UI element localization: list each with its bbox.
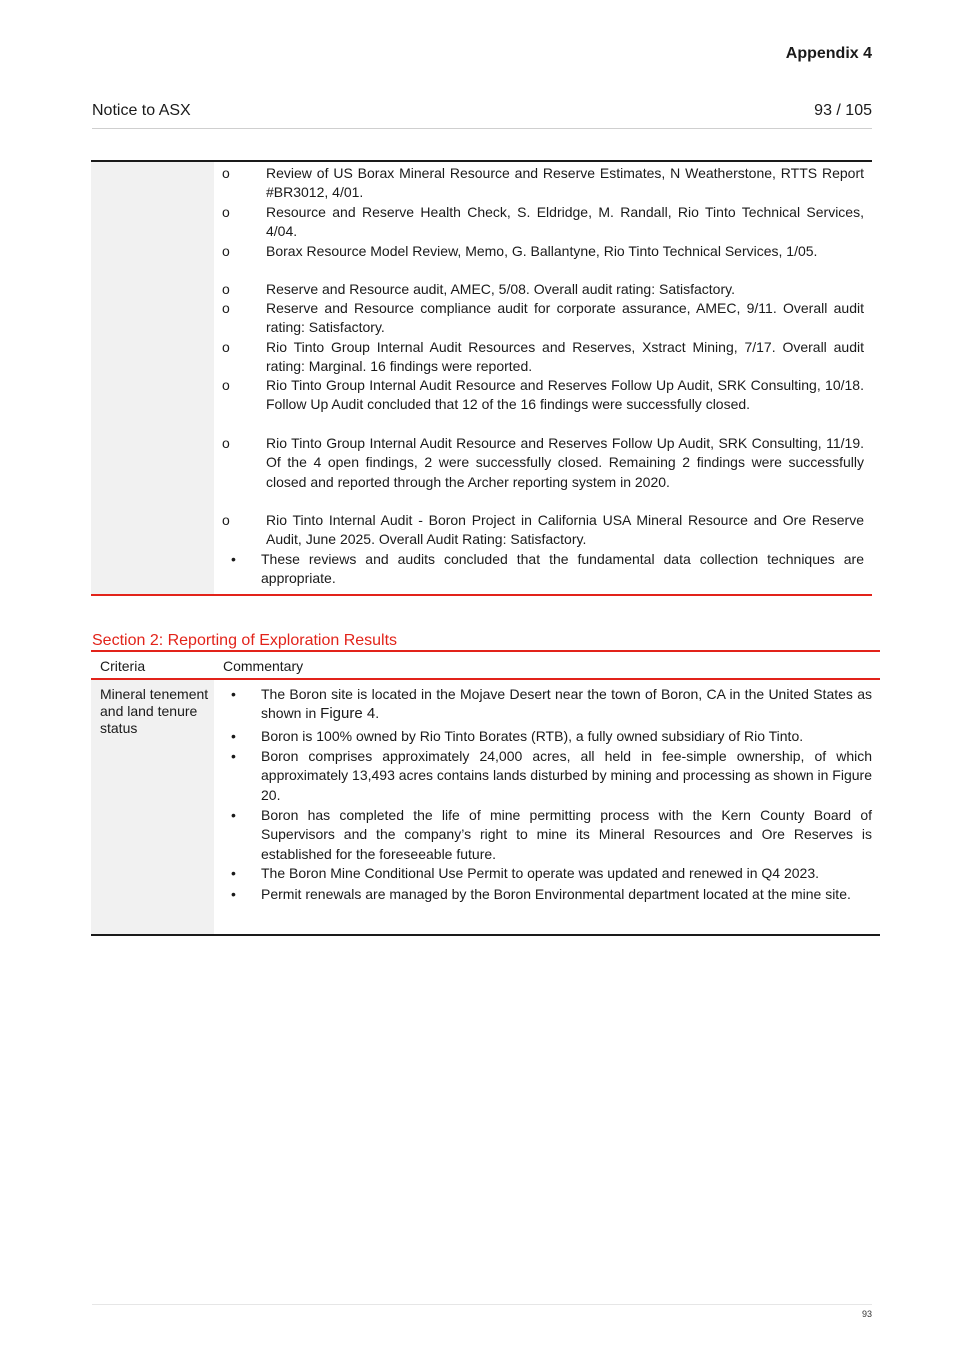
sub-item: o Reserve and Resource compliance audit for corporate assurance, AMEC, 9/11. Overall audit rating: Satisfactory. — [222, 300, 864, 336]
circle-bullet-icon: o — [222, 281, 230, 297]
circle-bullet-icon: o — [222, 512, 230, 528]
circle-bullet-icon: o — [222, 300, 230, 316]
circle-bullet-icon: o — [222, 377, 230, 393]
circle-bullet-icon: o — [222, 435, 230, 451]
audit-table — [91, 160, 872, 596]
footer-divider — [92, 1304, 872, 1305]
header-page-count: 93 / 105 — [814, 102, 872, 119]
sub-item: o Rio Tinto Group Internal Audit Resource and Reserves Follow Up Audit, SRK Consulting, 11/19. Of the 4 open findings, 2 were successfully closed. Remaining 2 findings were successfully closed and reported through the Archer reporting system in 2020. — [222, 435, 864, 490]
bullet-dot-icon: • — [231, 886, 236, 902]
sub-item: o Rio Tinto Group Internal Audit Resources and Reserves, Xstract Mining, 7/17. Overall audit rating: Marginal. 16 findings were reported. — [222, 339, 864, 375]
bullet-dot-icon: • — [231, 807, 236, 823]
tenure-table — [91, 680, 880, 936]
bullet-item: • Boron has completed the life of mine permitting process with the Kern County Board of Supervisors and the company’s right to mine its Mineral Resources and Ore Reserves is established for the foreseeable future. — [231, 807, 872, 862]
commentary-header: Commentary — [223, 658, 304, 674]
bullet-item: • Boron is 100% owned by Rio Tinto Borates (RTB), a fully owned subsidiary of Rio Tinto. — [261, 727, 872, 746]
sub-item: o Review of US Borax Mineral Resource and Reserve Estimates, N Weatherstone, RTTS Report #BR3012, 4/01. — [222, 165, 864, 201]
bullet-dot-icon: • — [231, 865, 236, 881]
figure-reference: Figure 4 — [320, 705, 376, 723]
sub-item: o Reserve and Resource audit, AMEC, 5/08. Overall audit rating: Satisfactory. — [266, 280, 864, 299]
section-title: Section 2: Reporting of Exploration Results — [92, 632, 398, 649]
commentary-cell — [214, 162, 872, 594]
header-title: Notice to ASX — [92, 102, 191, 119]
circle-bullet-icon: o — [222, 165, 230, 181]
criteria-cell — [91, 680, 214, 934]
bullet-dot-icon: • — [231, 728, 236, 744]
table-header-row — [91, 652, 880, 680]
bullet-item: • The Boron Mine Conditional Use Permit to operate was updated and renewed in Q4 2023. — [261, 864, 872, 883]
bullet-dot-icon: • — [231, 551, 236, 567]
criteria-text: Mineral tenement and land tenure status — [100, 686, 209, 736]
sub-item: o Rio Tinto Group Internal Audit Resource and Reserves Follow Up Audit, SRK Consulting, 10/18. Follow Up Audit concluded that 12 of the 16 findings were successfully closed. — [222, 377, 864, 413]
sub-item: o Borax Resource Model Review, Memo, G. Ballantyne, Rio Tinto Technical Services, 1/05. — [266, 242, 864, 261]
circle-bullet-icon: o — [222, 204, 230, 220]
sub-item: o Resource and Reserve Health Check, S. Eldridge, M. Randall, Rio Tinto Technical Services, 4/04. — [222, 204, 864, 240]
bullet-item: • Permit renewals are managed by the Boron Environmental department located at the mine site. — [261, 885, 872, 904]
appendix-label: Appendix 4 — [785, 45, 872, 62]
page-number: 93 — [861, 1309, 872, 1319]
circle-bullet-icon: o — [222, 243, 230, 259]
bullet-item: • The Boron site is located in the Mojave Desert near the town of Boron, CA in the United States as shown in Figure 4. — [231, 686, 872, 723]
bullet-item: • These reviews and audits concluded that the fundamental data collection techniques are appropriate. — [231, 551, 864, 587]
criteria-header: Criteria — [100, 658, 146, 674]
sub-item: o Rio Tinto Internal Audit - Boron Project in California USA Mineral Resource and Ore Reserve Audit, June 2025. Overall Audit Rating: Satisfactory. — [222, 512, 864, 548]
bullet-item: • Boron comprises approximately 24,000 acres, all held in fee-simple ownership, of which approximately 13,493 acres contains lands disturbed by mining and processing as shown in Figure 20. — [231, 748, 872, 803]
circle-bullet-icon: o — [222, 339, 230, 355]
bullet-dot-icon: • — [231, 686, 236, 702]
commentary-cell — [214, 680, 880, 934]
criteria-cell — [91, 162, 214, 594]
page-header — [92, 102, 872, 129]
bullet-dot-icon: • — [231, 748, 236, 764]
